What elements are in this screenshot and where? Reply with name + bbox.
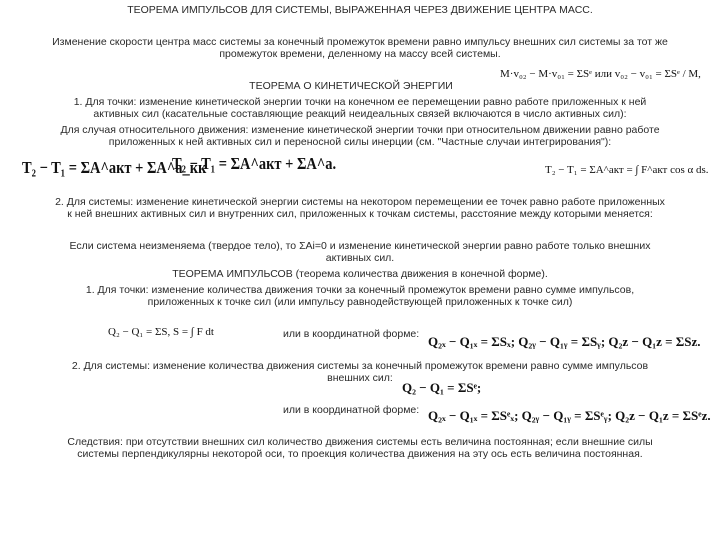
system-energy-line-1: 2. Для системы: изменение кинетической энергии системы на некотором перемещении ее точек равно работе приложенных — [55, 196, 665, 208]
point-energy-line-1: 1. Для точки: изменение кинетической энергии точки на конечном ее перемещении равно работе приложенных к ней — [73, 96, 647, 108]
intro-line-2: промежуток времени, деленному на массу всей системы. — [219, 48, 501, 60]
rigid-body-line-1: Если система неизменяема (твердое тело), то ΣAi=0 и изменение кинетической энергии равно работе только внешних — [69, 240, 651, 252]
coord-label-1: или в координатной форме: — [283, 328, 420, 340]
formula-point-momentum-coord: Q₂ₓ − Q₁ₓ = ΣSₓ; Q₂ᵧ − Q₁ᵧ = ΣSᵧ; Q₂z − Q₁z = ΣSz. — [428, 334, 701, 349]
point-momentum-line-2: приложенных к точке сил (или импульсу равнодействующей приложенных к точке сил) — [147, 296, 573, 308]
system-momentum-line-2: внешних сил: — [327, 372, 393, 384]
formula-point-energy-c: T₂ − T₁ = ΣA^акт = ∫ F^акт cos α ds. — [545, 164, 709, 176]
relative-motion-line-1: Для случая относительного движения: изменение кинетической энергии точки при относительном движении равно работе — [60, 124, 660, 136]
formula-point-energy-b: T₂ − T₁ = ΣA^акт + ΣA^а. — [172, 154, 337, 173]
corollary-line-1: Следствия: при отсутствии внешних сил количество движения системы есть величина постоянная; если внешние силы — [67, 436, 653, 448]
corollary-line-2: системы перпендикулярны некоторой оси, то проекция количества движения на эту ось есть величина постоянная. — [77, 448, 643, 460]
rigid-body-line-2: активных сил. — [325, 252, 395, 264]
point-momentum-line-1: 1. Для точки: изменение количества движения точки за конечный промежуток времени равно сумме импульсов, — [85, 284, 635, 296]
coord-label-2: или в координатной форме: — [283, 404, 420, 416]
point-energy-line-2: активных сил (касательные составляющие реакций неидеальных связей включаются в число активных сил): — [93, 108, 627, 120]
energy-heading: ТЕОРЕМА О КИНЕТИЧЕСКОЙ ЭНЕРГИИ — [249, 80, 453, 92]
system-momentum-line-1: 2. Для системы: изменение количества движения системы за конечный промежуток времени равно сумме импульсов — [71, 360, 649, 372]
momentum-heading: ТЕОРЕМА ИМПУЛЬСОВ (теорема количества движения в конечной форме). — [172, 268, 548, 280]
formula-system-momentum: Q₂ − Q₁ = ΣSᵉ; — [402, 380, 482, 395]
system-energy-line-2: к ней внешних активных сил и внутренних сил, приложенных к точкам системы, расстояние между которыми меняется: — [67, 208, 653, 220]
intro-line-1: Изменение скорости центра масс системы за конечный промежуток времени равно импульсу внешних сил системы за тот же — [52, 36, 668, 48]
formula-center-mass: M·v₀₂ − M·v₀₁ = ΣSᵉ или v₀₂ − v₀₁ = ΣSᵉ / M, — [500, 68, 701, 80]
formula-point-energy-a: T₂ − T₁ = ΣA^акт + ΣA^а_кк — [22, 158, 207, 177]
formula-system-momentum-coord: Q₂ₓ − Q₁ₓ = ΣSᵉₓ; Q₂ᵧ − Q₁ᵧ = ΣSᵉᵧ; Q₂z − Q₁z = ΣSᵉz. — [428, 408, 711, 423]
formula-point-momentum: Q₂ − Q₁ = ΣS, S = ∫ F dt — [108, 326, 214, 338]
relative-motion-line-2: приложенных к ней активных сил и переносной силы инерции (см. "Частные случаи интегрирования"): — [108, 136, 612, 148]
page-title: ТЕОРЕМА ИМПУЛЬСОВ ДЛЯ СИСТЕМЫ, ВЫРАЖЕННАЯ ЧЕРЕЗ ДВИЖЕНИЕ ЦЕНТРА МАСС. — [127, 4, 593, 16]
